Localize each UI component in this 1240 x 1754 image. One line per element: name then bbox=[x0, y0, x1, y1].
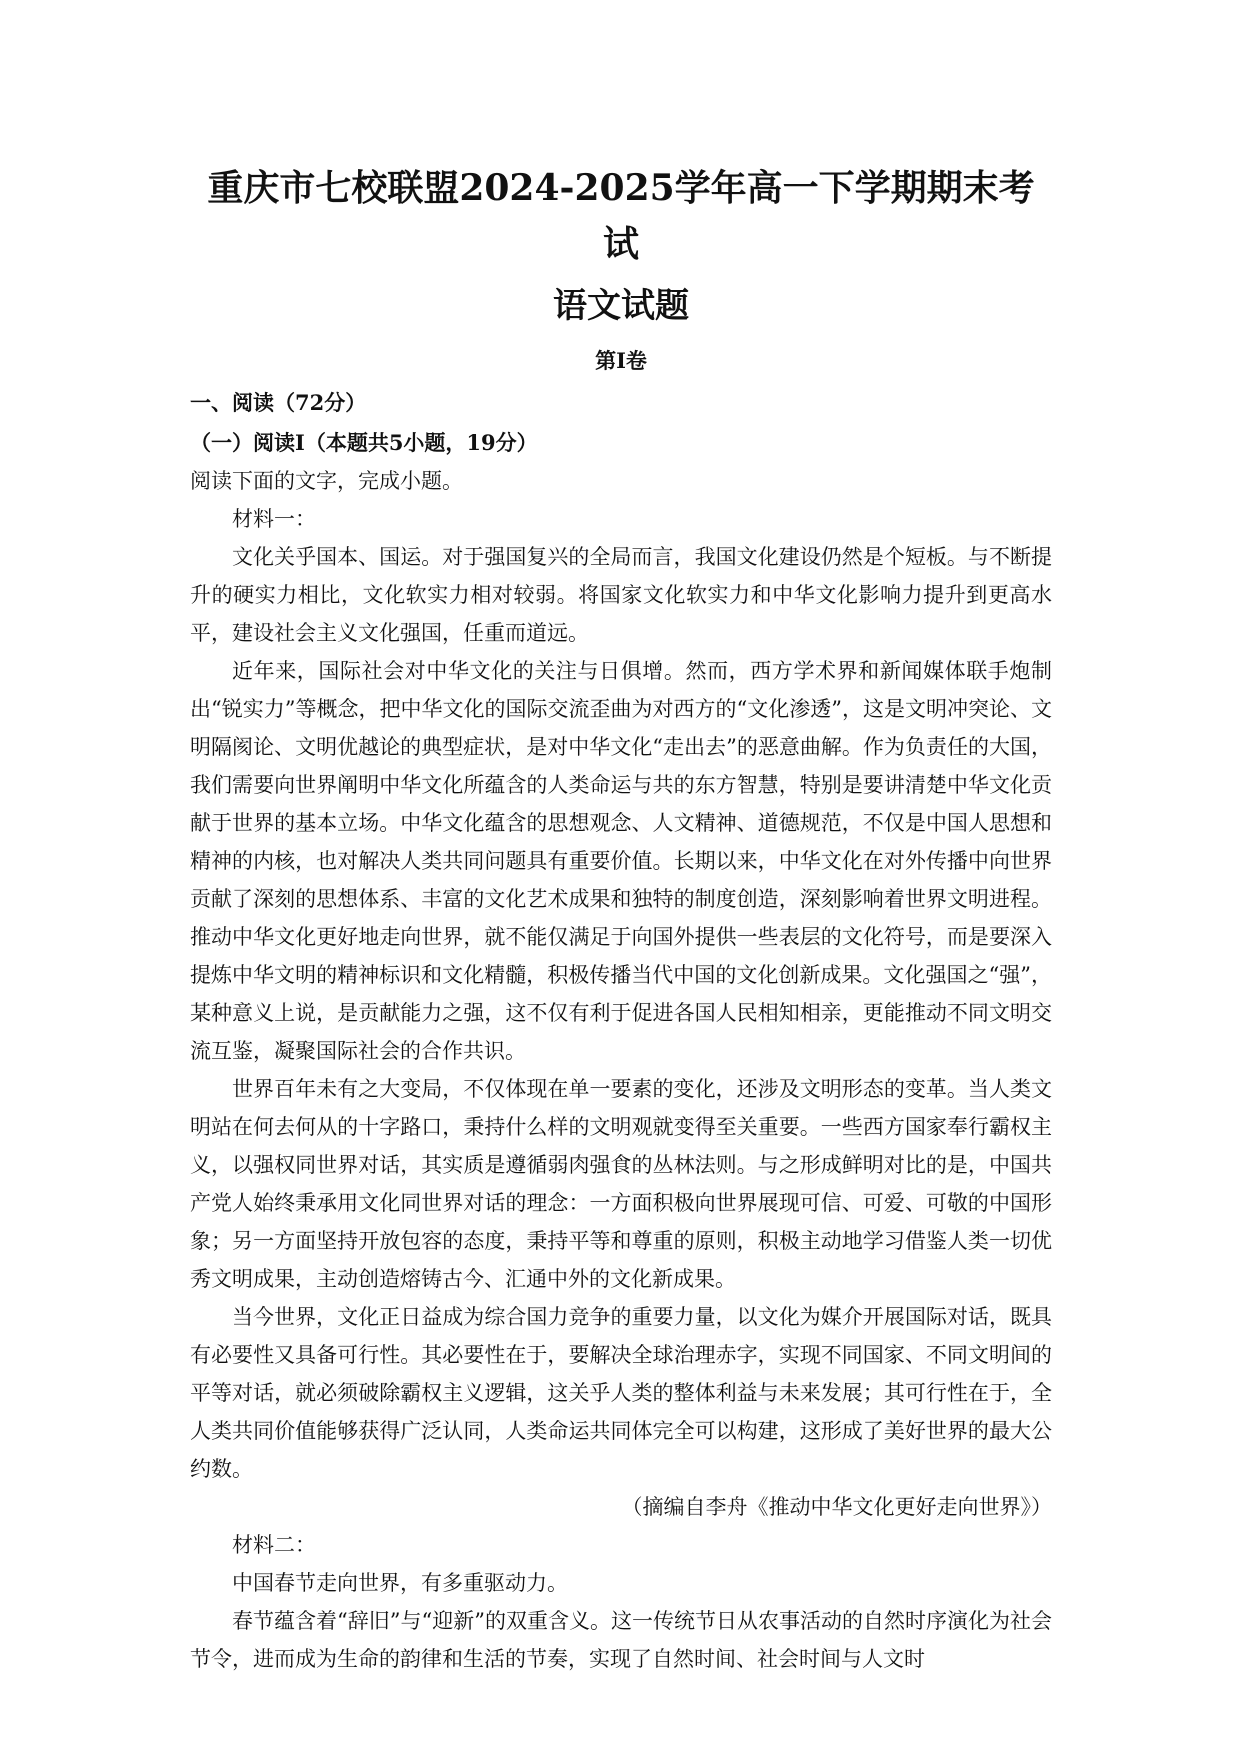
material1-paragraph: 文化关乎国本、国运。对于强国复兴的全局而言，我国文化建设仍然是个短板。与不断提升的硬实力相比，文化软实力相对较弱。将国家文化软实力和中华文化影响力提升到更高水平，建设社会主义文化强国，任重而道远。 bbox=[190, 545, 1052, 645]
material1-paragraph: 世界百年未有之大变局，不仅体现在单一要素的变化，还涉及文明形态的变革。当人类文明站在何去何从的十字路口，秉持什么样的文明观就变得至关重要。一些西方国家奉行霸权主义，以强权同世界对话，其实质是遵循弱肉强食的丛林法则。与之形成鲜明对比的是，中国共产党人始终秉承用文化同世界对话的理念：一方面积极向世界展现可信、可爱、可敬的中国形象；另一方面坚持开放包容的态度，秉持平等和尊重的原则，积极主动地学习借鉴人类一切优秀文明成果，主动创造熔铸古今、汇通中外的文化新成果。 bbox=[190, 1077, 1052, 1291]
material2-paragraph: 春节蕴含着“辞旧”与“迎新”的双重含义。这一传统节日从农事活动的自然时序演化为社会节令，进而成为生命的韵律和生活的节奏，实现了自然时间、社会时间与人文时 bbox=[190, 1609, 1052, 1671]
instruction-text: 阅读下面的文字，完成小题。 bbox=[190, 469, 463, 493]
material1-paragraph: 当今世界，文化正日益成为综合国力竞争的重要力量，以文化为媒介开展国际对话，既具有必要性又具备可行性。其必要性在于，要解决全球治理赤字，实现不同国家、不同文明间的平等对话，就必须破除霸权主义逻辑，这关乎人类的整体利益与未来发展；其可行性在于，全人类共同价值能够获得广泛认同，人类命运共同体完全可以构建，这形成了美好世界的最大公约数。 bbox=[190, 1305, 1052, 1481]
page-content bbox=[190, 160, 1052, 1678]
material1-source: （摘编自李舟《推动中华文化更好走向世界》） bbox=[621, 1495, 1052, 1519]
subsection-heading: （一）阅读I（本题共5小题，19分） bbox=[190, 430, 538, 455]
exam-title: 重庆市七校联盟2024-2025学年高一下学期期末考试 bbox=[207, 167, 1035, 265]
material2-label: 材料二： bbox=[232, 1533, 316, 1557]
volume-label: 第I卷 bbox=[595, 348, 647, 373]
section-heading: 一、阅读（72分） bbox=[190, 390, 367, 415]
exam-subtitle: 语文试题 bbox=[553, 286, 689, 326]
material2-paragraph: 中国春节走向世界，有多重驱动力。 bbox=[232, 1571, 568, 1595]
material1-paragraph: 近年来，国际社会对中华文化的关注与日俱增。然而，西方学术界和新闻媒体联手炮制出“锐实力”等概念，把中华文化的国际交流歪曲为对西方的“文化渗透”，这是文明冲突论、文明隔阂论、文明优越论的典型症状，是对中华文化“走出去”的恶意曲解。作为负责任的大国，我们需要向世界阐明中华文化所蕴含的人类命运与共的东方智慧，特别是要讲清楚中华文化贡献于世界的基本立场。中华文化蕴含的思想观念、人文精神、道德规范，不仅是中国人思想和精神的内核，也对解决人类共同问题具有重要价值。长期以来，中华文化在对外传播中向世界贡献了深刻的思想体系、丰富的文化艺术成果和独特的制度创造，深刻影响着世界文明进程。推动中华文化更好地走向世界，就不能仅满足于向国外提供一些表层的文化符号，而是要深入提炼中华文明的精神标识和文化精髓，积极传播当代中国的文化创新成果。文化强国之“强”，某种意义上说，是贡献能力之强，这不仅有利于促进各国人民相知相亲，更能推动不同文明交流互鉴，凝聚国际社会的合作共识。 bbox=[190, 659, 1052, 1063]
material1-label: 材料一： bbox=[232, 507, 316, 531]
